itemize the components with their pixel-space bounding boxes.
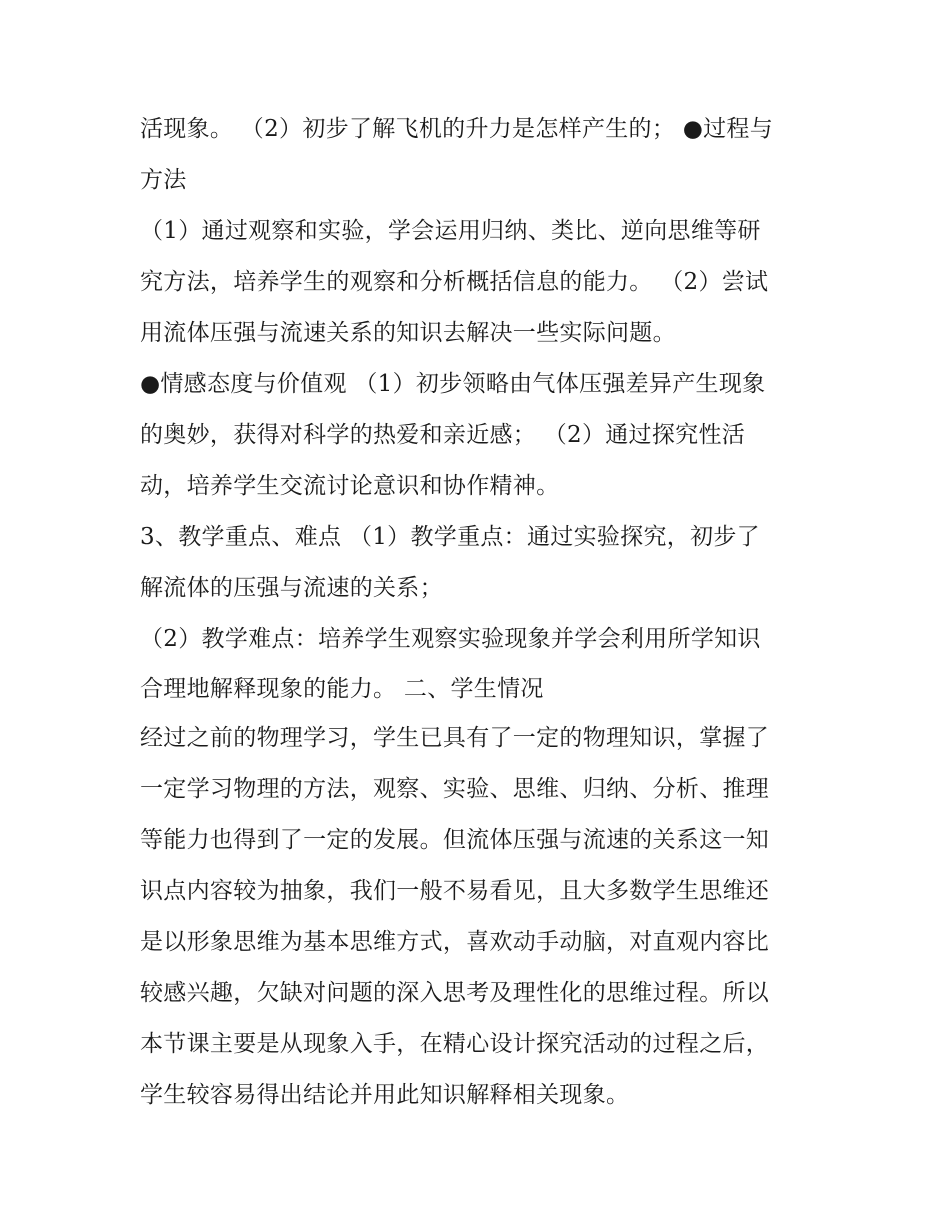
- text-line: 一定学习物理的方法，观察、实验、思维、归纳、分析、推理: [140, 776, 770, 802]
- text-line: 经过之前的物理学习，学生已具有了一定的物理知识，掌握了: [140, 725, 770, 751]
- text-line: 解流体的压强与流速的关系；: [140, 575, 443, 601]
- document-body: [140, 104, 820, 1121]
- text-line: 动，培养学生交流讨论意识和协作精神。: [140, 473, 560, 499]
- text-line: 学生较容易得出结论并用此知识解释相关现象。: [140, 1082, 630, 1108]
- text-line: 活现象。 （2）初步了解飞机的升力是怎样产生的； ●过程与: [140, 116, 774, 142]
- text-line: 究方法，培养学生的观察和分析概括信息的能力。 （2）尝试: [140, 269, 769, 295]
- text-line: （2）教学难点：培养学生观察实验现象并学会利用所学知识: [140, 626, 761, 652]
- text-line: 3、教学重点、难点 （1）教学重点：通过实验探究，初步了: [140, 524, 760, 550]
- text-line: 识点内容较为抽象，我们一般不易看见，且大多数学生思维还: [140, 878, 770, 904]
- text-line: 本节课主要是从现象入手，在精心设计探究活动的过程之后，: [140, 1031, 770, 1057]
- text-line: 用流体压强与流速关系的知识去解决一些实际问题。: [140, 320, 676, 346]
- text-line: 是以形象思维为基本思维方式，喜欢动手动脑，对直观内容比: [140, 929, 770, 955]
- text-line: 较感兴趣，欠缺对问题的深入思考及理性化的思维过程。所以: [140, 980, 770, 1006]
- text-line: 方法: [140, 167, 187, 193]
- text-line: （1）通过观察和实验，学会运用归纳、类比、逆向思维等研: [140, 218, 761, 244]
- text-line: 合理地解释现象的能力。 二、学生情况: [140, 676, 544, 702]
- text-line: 的奥妙，获得对科学的热爱和亲近感； （2）通过探究性活: [140, 422, 746, 448]
- text-line: ●情感态度与价值观 （1）初步领略由气体压强差异产生现象: [140, 371, 766, 397]
- text-line: 等能力也得到了一定的发展。但流体压强与流速的关系这一知: [140, 827, 770, 853]
